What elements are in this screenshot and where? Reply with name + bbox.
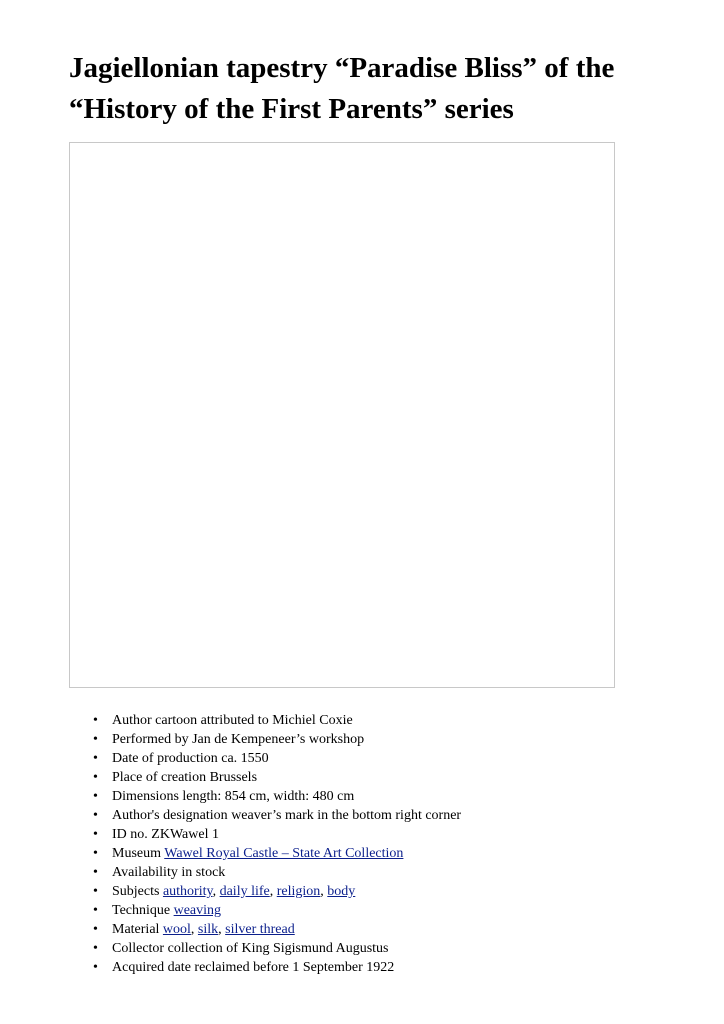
bullet-icon: • bbox=[93, 789, 98, 804]
bullet-icon: • bbox=[93, 922, 98, 937]
bullet-icon: • bbox=[93, 770, 98, 785]
detail-label: Material bbox=[112, 922, 160, 937]
detail-value: in stock bbox=[181, 865, 226, 880]
detail-designation bbox=[0, 806, 461, 825]
bullet-icon: • bbox=[93, 846, 98, 861]
bullet-icon: • bbox=[93, 808, 98, 823]
detail-label: Place of creation bbox=[112, 770, 207, 785]
detail-value: Brussels bbox=[209, 770, 258, 785]
separator: , bbox=[218, 922, 226, 937]
bullet-icon: • bbox=[93, 713, 98, 728]
detail-label: Date of production bbox=[112, 751, 218, 766]
museum-link[interactable]: Wawel Royal Castle – State Art Collection bbox=[164, 846, 404, 861]
bullet-icon: • bbox=[93, 903, 98, 918]
material-link-wool[interactable]: wool bbox=[162, 922, 191, 937]
detail-subjects bbox=[0, 882, 461, 901]
bullet-icon: • bbox=[93, 865, 98, 880]
subject-link-body[interactable]: body bbox=[327, 884, 356, 899]
detail-place bbox=[0, 768, 461, 787]
detail-label: Performed by bbox=[112, 732, 189, 747]
details-list bbox=[0, 711, 461, 977]
detail-value: weaver’s mark in the bottom right corner bbox=[231, 808, 462, 823]
detail-label: Collector bbox=[112, 941, 165, 956]
separator: , bbox=[212, 884, 220, 899]
detail-dimensions bbox=[0, 787, 461, 806]
detail-availability bbox=[0, 863, 461, 882]
bullet-icon: • bbox=[93, 751, 98, 766]
detail-label: Dimensions bbox=[112, 789, 179, 804]
detail-material bbox=[0, 920, 461, 939]
detail-value: Jan de Kempeneer’s workshop bbox=[192, 732, 365, 747]
detail-value: reclaimed before 1 September 1922 bbox=[194, 960, 395, 975]
detail-label: Availability bbox=[112, 865, 178, 880]
separator: , bbox=[269, 884, 277, 899]
detail-value: ZKWawel 1 bbox=[151, 827, 219, 842]
detail-value: cartoon attributed to Michiel Coxie bbox=[155, 713, 353, 728]
detail-id-no bbox=[0, 825, 461, 844]
bullet-icon: • bbox=[93, 941, 98, 956]
detail-collector bbox=[0, 939, 461, 958]
detail-author bbox=[0, 711, 461, 730]
detail-value: ca. 1550 bbox=[221, 751, 269, 766]
detail-museum bbox=[0, 844, 461, 863]
detail-value: collection of King Sigismund Augustus bbox=[167, 941, 389, 956]
detail-date bbox=[0, 749, 461, 768]
material-link-silk[interactable]: silk bbox=[197, 922, 219, 937]
artwork-image-placeholder bbox=[69, 142, 615, 688]
detail-value: length: 854 cm, width: 480 cm bbox=[182, 789, 355, 804]
detail-performed-by bbox=[0, 730, 461, 749]
bullet-icon: • bbox=[93, 827, 98, 842]
detail-label: Author bbox=[112, 713, 152, 728]
detail-label: Acquired date bbox=[112, 960, 191, 975]
detail-label: Subjects bbox=[112, 884, 160, 899]
detail-label: Museum bbox=[112, 846, 161, 861]
material-link-silver-thread[interactable]: silver thread bbox=[225, 922, 295, 937]
bullet-icon: • bbox=[93, 732, 98, 747]
bullet-icon: • bbox=[93, 960, 98, 975]
separator: , bbox=[190, 922, 198, 937]
subject-link-authority[interactable]: authority bbox=[162, 884, 213, 899]
separator: , bbox=[320, 884, 328, 899]
detail-acquired bbox=[0, 958, 461, 977]
subject-link-religion[interactable]: religion bbox=[276, 884, 321, 899]
detail-technique bbox=[0, 901, 461, 920]
page-title: Jagiellonian tapestry “Paradise Bliss” of the “History of the First Parents” series bbox=[69, 52, 615, 125]
detail-label: Author's designation bbox=[112, 808, 228, 823]
bullet-icon: • bbox=[93, 884, 98, 899]
detail-label: Technique bbox=[112, 903, 171, 918]
technique-link-weaving[interactable]: weaving bbox=[173, 903, 222, 918]
subject-link-daily-life[interactable]: daily life bbox=[219, 884, 270, 899]
detail-label: ID no. bbox=[112, 827, 148, 842]
